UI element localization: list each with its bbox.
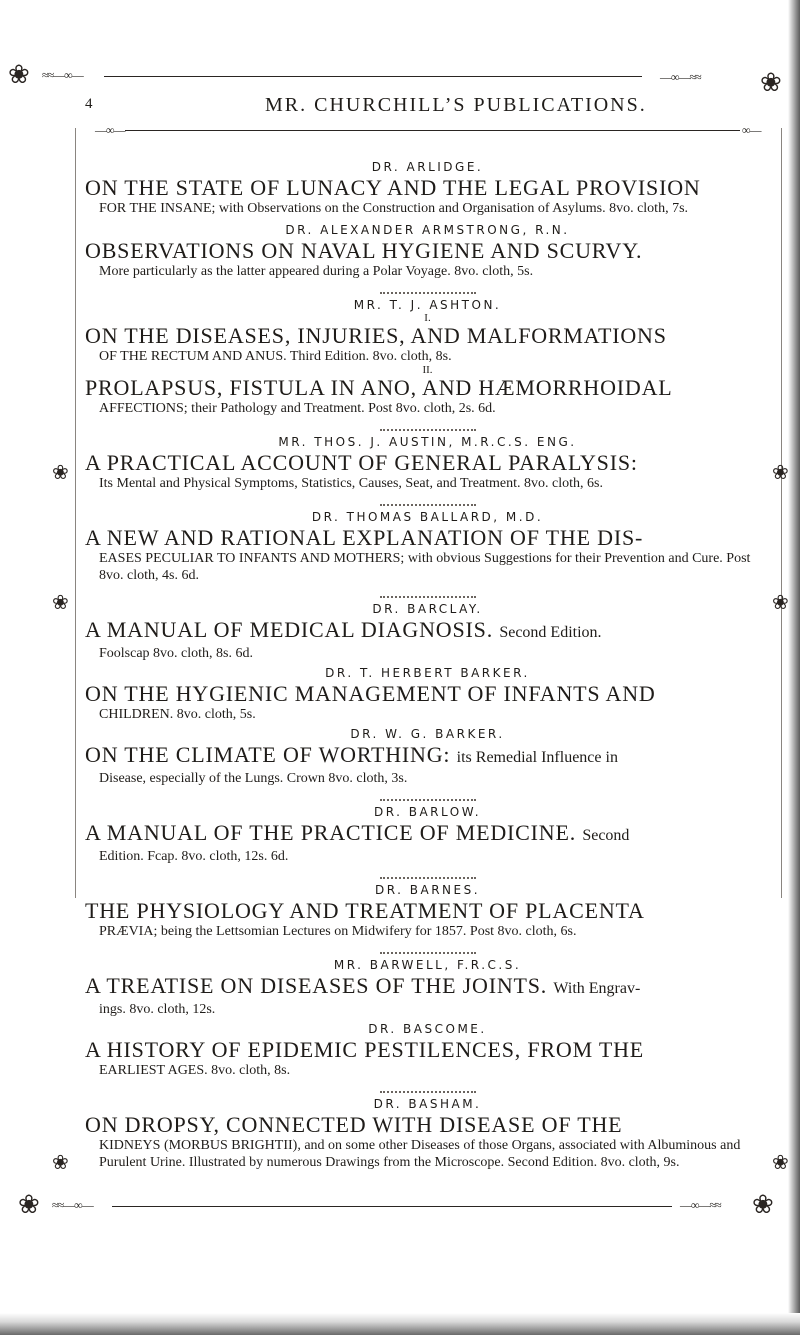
book-description: Its Mental and Physical Symptoms, Statistics, Causes, Seat, and Treatment. 8vo. cloth, 6s. [99,476,603,491]
volume-numeral: I. [424,312,431,324]
book-description: Disease, especially of the Lungs. Crown 8vo. cloth, 3s. [99,771,408,786]
author-name: MR. T. J. ASHTON. [353,298,502,312]
volume-numeral: II. [422,364,433,376]
page-header [85,92,785,116]
book-title [85,973,770,1001]
page-number: 4 [85,96,93,112]
scroll-ornament-icon: —∞—≈≈ [660,70,701,84]
scroll-ornament-icon: ∞— [742,123,761,137]
book-description: OF THE RECTUM AND ANUS. Third Edition. 8vo. cloth, 8s. [99,349,452,364]
corner-ornament-icon: ❀ [752,1190,774,1219]
book-title [85,820,770,848]
book-title: PROLAPSUS, FISTULA IN ANO, AND HÆMORRHOIDAL [85,375,673,400]
author-name: DR. BASHAM. [373,1097,482,1111]
author-name: DR. BASCOME. [368,1022,487,1036]
wavy-separator [380,1085,476,1093]
author-name: DR. THOMAS BALLARD, M.D. [311,510,544,524]
author-name: DR. BARCLAY. [372,602,483,616]
book-title: A HISTORY OF EPIDEMIC PESTILENCES, FROM THE [85,1037,645,1062]
book-title-tail: its Remedial Influence in [456,749,618,766]
book-title-tail: With Engrav- [553,980,641,997]
top-rule [104,76,642,77]
header-rule [125,130,740,131]
list-item [85,805,770,865]
book-description: EASES PECULIAR TO INFANTS AND MOTHERS; with obvious Suggestions for their Prevention and Cure. Post 8vo. cloth, 4s. 6d. [99,551,751,583]
author-name: MR. THOS. J. AUSTIN, M.R.C.S. ENG. [278,435,577,449]
book-description: FOR THE INSANE; with Observations on the Construction and Organisation of Asylums. 8vo. cloth, 7s. [99,201,689,216]
list-item [85,365,770,417]
side-ornament-icon: ❀ [52,592,69,614]
book-description: CHILDREN. 8vo. cloth, 5s. [99,707,256,722]
book-title: A PRACTICAL ACCOUNT OF GENERAL PARALYSIS: [85,450,638,475]
book-title: ON THE DISEASES, INJURIES, AND MALFORMATIONS [85,323,667,348]
book-title: A NEW AND RATIONAL EXPLANATION OF THE DIS- [85,525,644,550]
author-name: DR. BARLOW. [373,805,482,819]
wavy-separator [380,793,476,801]
list-item [85,727,770,787]
book-title-text: ON THE CLIMATE OF WORTHING: [85,742,451,767]
book-description: ings. 8vo. cloth, 12s. [99,1002,216,1017]
book-title: OBSERVATIONS ON NAVAL HYGIENE AND SCURVY. [85,238,643,263]
corner-ornament-icon: ❀ [760,68,782,97]
book-title-text: A TREATISE ON DISEASES OF THE JOINTS. [85,973,548,998]
list-item [85,1097,770,1171]
book-description: Foolscap 8vo. cloth, 8s. 6d. [99,646,253,661]
book-title: ON THE HYGIENIC MANAGEMENT OF INFANTS AND [85,681,656,706]
wavy-separator [380,590,476,598]
book-title-text: A MANUAL OF THE PRACTICE OF MEDICINE. [85,820,577,845]
list-item [85,160,770,217]
book-description: EARLIEST AGES. 8vo. cloth, 8s. [99,1063,291,1078]
scroll-ornament-icon: ≈≈—∞— [52,1198,93,1212]
scroll-ornament-icon: —∞—≈≈ [680,1198,721,1212]
wavy-separator [380,498,476,506]
list-item [85,223,770,280]
author-name: DR. W. G. BARKER. [350,727,505,741]
book-description: AFFECTIONS; their Pathology and Treatment. Post 8vo. cloth, 2s. 6d. [99,401,496,416]
author-name: MR. BARWELL, F.R.C.S. [333,958,522,972]
running-title: MR. CHURCHILL’S PUBLICATIONS. [265,94,647,116]
left-border-rule [75,128,76,898]
book-title: ON THE STATE OF LUNACY AND THE LEGAL PROVISION [85,175,701,200]
side-ornament-icon: ❀ [772,592,789,614]
book-description: KIDNEYS (MORBUS BRIGHTII), and on some other Diseases of those Organs, associated with Albuminous and Purulent Urine. Illustrated by numerous Drawings from the Microscope. Second Edition. 8vo. cloth, 9s. [99,1138,741,1170]
author-name: DR. ARLIDGE. [371,160,484,174]
list-item [85,435,770,492]
side-ornament-icon: ❀ [772,1152,789,1174]
list-item [85,883,770,940]
book-description: More particularly as the latter appeared during a Polar Voyage. 8vo. cloth, 5s. [99,264,534,279]
list-item [85,298,770,365]
book-title-tail: Second Edition. [499,624,602,641]
scroll-ornament-icon: ≈≈—∞— [42,68,83,82]
wavy-separator [380,871,476,879]
side-ornament-icon: ❀ [52,1152,69,1174]
list-item [85,602,770,662]
book-description: PRÆVIA; being the Lettsomian Lectures on Midwifery for 1857. Post 8vo. cloth, 6s. [99,924,577,939]
list-item [85,666,770,723]
book-title-tail: Second [582,827,630,844]
page-bottom-shadow [0,1313,800,1335]
book-title: ON DROPSY, CONNECTED WITH DISEASE OF THE [85,1112,623,1137]
author-name: DR. ALEXANDER ARMSTRONG, R.N. [285,223,570,237]
list-item [85,1022,770,1079]
book-title [85,617,770,645]
wavy-separator [380,423,476,431]
list-item [85,510,770,584]
list-item [85,958,770,1018]
page-edge-shadow [788,0,800,1335]
wavy-separator [380,946,476,954]
book-title [85,742,770,770]
book-title: THE PHYSIOLOGY AND TREATMENT OF PLACENTA [85,898,645,923]
book-description: Edition. Fcap. 8vo. cloth, 12s. 6d. [99,849,289,864]
corner-ornament-icon: ❀ [8,60,30,89]
corner-ornament-icon: ❀ [18,1190,40,1219]
wavy-separator [380,286,476,294]
book-title-text: A MANUAL OF MEDICAL DIAGNOSIS. [85,617,493,642]
author-name: DR. BARNES. [374,883,481,897]
side-ornament-icon: ❀ [772,462,789,484]
scroll-ornament-icon: —∞— [95,123,125,137]
author-name: DR. T. HERBERT BARKER. [325,666,530,680]
publication-list [85,160,770,1171]
bottom-rule [112,1206,672,1207]
side-ornament-icon: ❀ [52,462,69,484]
right-border-rule [781,128,782,898]
